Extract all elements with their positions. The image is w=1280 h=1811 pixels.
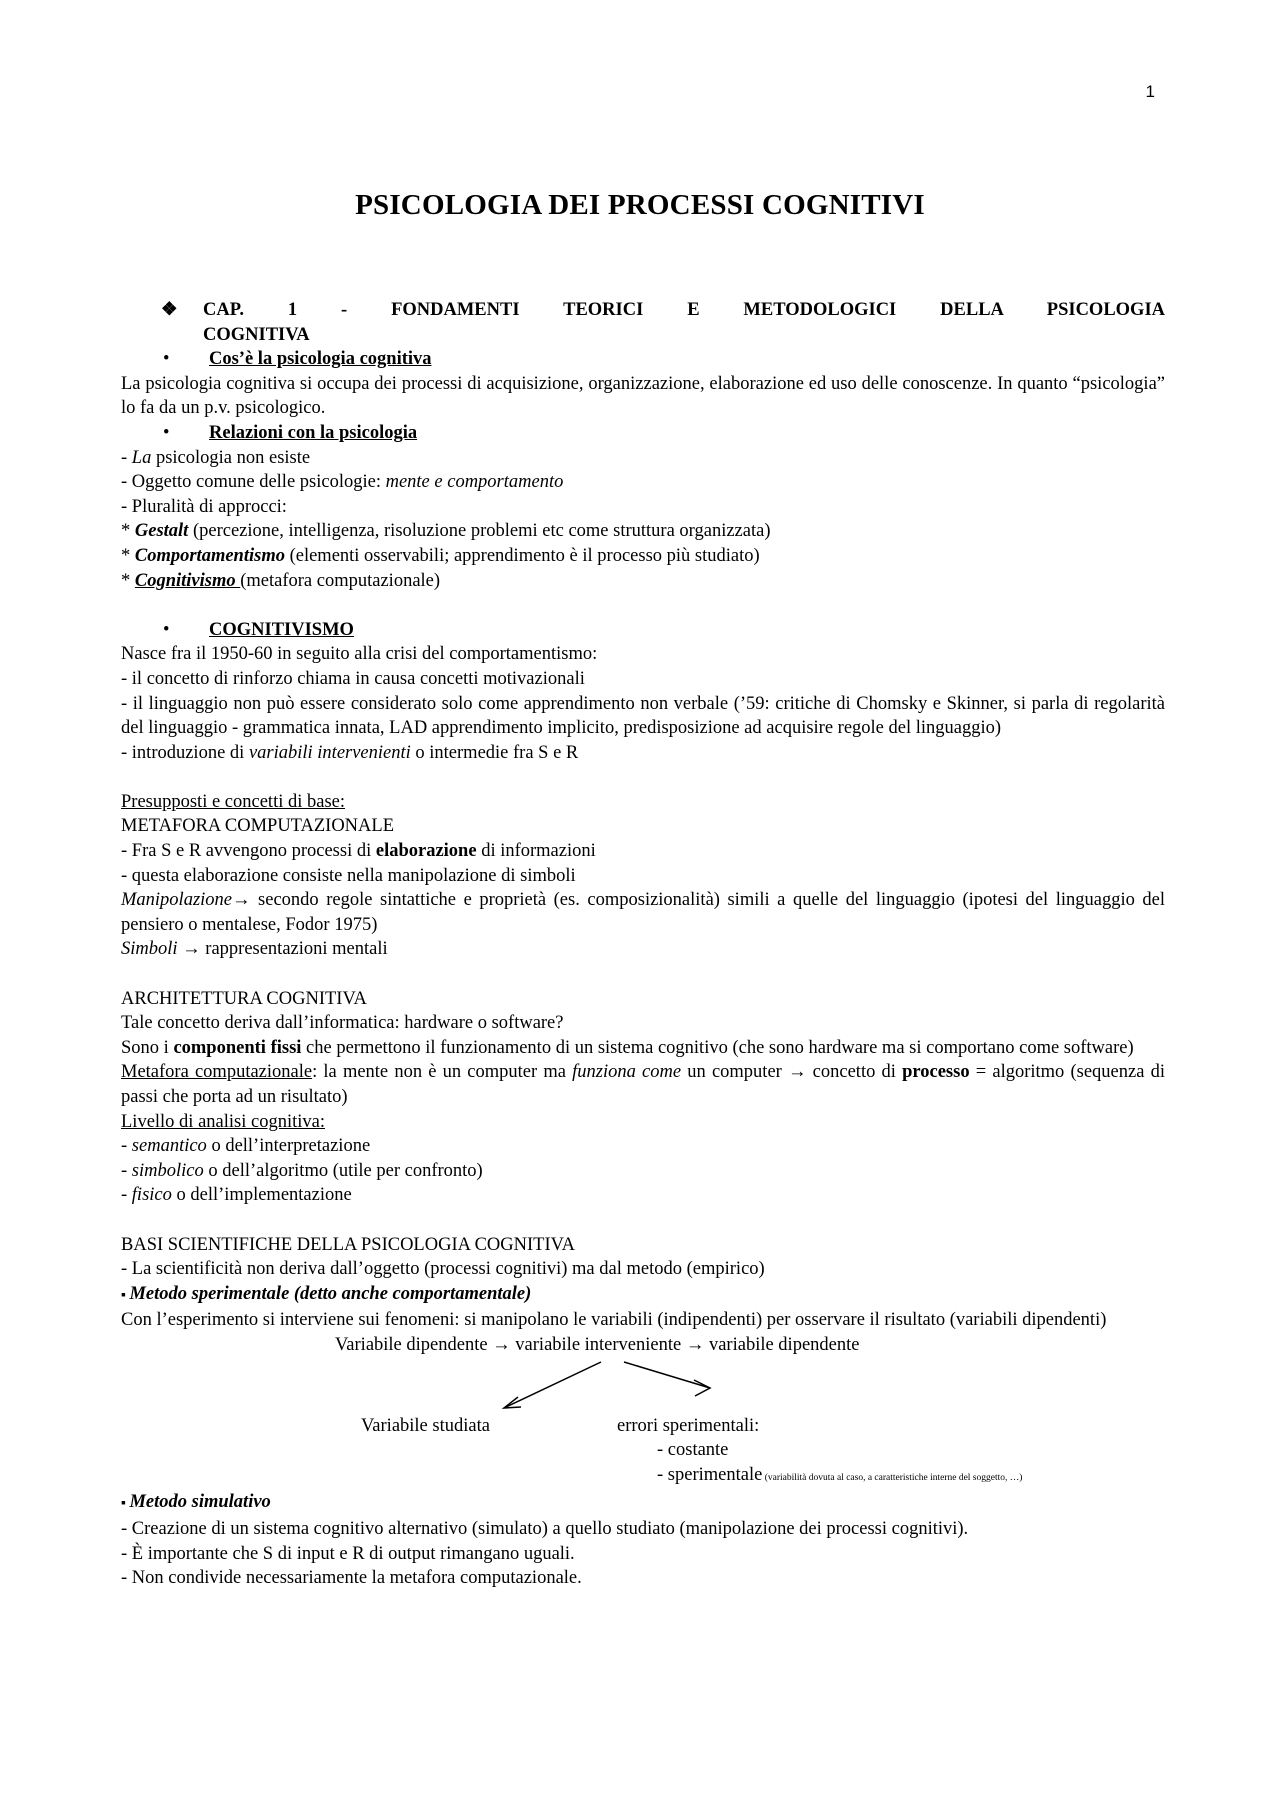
list-item: * Comportamentismo (elementi osservabili; apprendimento è il processo più studiato) (121, 545, 760, 566)
paragraph: Nasce fra il 1950-60 in seguito alla crisi del comportamentismo: (121, 644, 598, 665)
chapter-title-line2: COGNITIVA (203, 324, 310, 345)
list-item: - sperimentale (variabilità dovuta al caso, a caratteristiche interne del soggetto, …) (657, 1464, 1023, 1485)
list-item: - La psicologia non esiste (121, 447, 311, 468)
bullet-icon: • (163, 422, 170, 443)
list-item: - il linguaggio non può essere considerato solo come apprendimento non verbale (’59: critiche di Chomsky e Skinner, si parla di regolarità del linguaggio - grammatica innata, LAD apprendimento implicito, predisposizione ad acquisire regole del linguaggio) (121, 693, 1165, 739)
diagram-arrows (121, 1358, 1165, 1414)
chapter-heading (121, 298, 1165, 323)
diagram-right-label: errori sperimentali: (617, 1415, 760, 1436)
subheading: Presupposti e concetti di base: (121, 791, 346, 812)
list-item: - Pluralità di approcci: (121, 496, 287, 517)
diamond-bullet-icon: ❖ (161, 300, 178, 320)
page-number: 1 (1145, 82, 1155, 101)
list-item: - Oggetto comune delle psicologie: mente e comportamento (121, 472, 564, 493)
diagram-left-label: Variabile studiata (361, 1415, 490, 1436)
section-heading: • COGNITIVISMO (121, 618, 1165, 643)
paragraph: Simboli → rappresentazioni mentali (121, 939, 388, 960)
list-item: - Creazione di un sistema cognitivo alternativo (simulato) a quello studiato (manipolazione dei processi cognitivi). (121, 1518, 969, 1539)
list-item: * Cognitivismo (metafora computazionale) (121, 570, 441, 591)
flow-line: Variabile dipendente → variabile interveniente → variabile dipendente (335, 1334, 860, 1355)
paragraph: Con l’esperimento si interviene sui fenomeni: si manipolano le variabili (indipendenti) per osservare il risultato (variabili dipendenti) (121, 1310, 1107, 1331)
list-item: - questa elaborazione consiste nella manipolazione di simboli (121, 865, 576, 886)
subheading: Livello di analisi cognitiva: (121, 1111, 325, 1132)
paragraph: Manipolazione→ secondo regole sintattiche e proprietà (es. composizionalità) simili a quelle del linguaggio (ipotesi del linguaggio del pensiero o mentalese, Fodor 1975) (121, 890, 1165, 935)
subheading: BASI SCIENTIFICHE DELLA PSICOLOGIA COGNITIVA (121, 1234, 575, 1255)
diagram-labels (121, 1414, 1165, 1439)
method-heading: ▪ Metodo simulativo (121, 1492, 271, 1513)
list-item: - costante (657, 1440, 729, 1461)
bullet-icon: • (163, 349, 170, 370)
chapter-title-line1: CAP. 1 - FONDAMENTI TEORICI E METODOLOGICI DELLA PSICOLOGIA (203, 300, 1165, 320)
document-body (121, 298, 1165, 1591)
list-item: - semantico o dell’interpretazione (121, 1136, 371, 1157)
bullet-icon: • (163, 619, 170, 640)
paragraph: Metafora computazionale: la mente non è un computer ma funziona come un computer → concetto di processo = algoritmo (sequenza di passi che porta ad un risultato) (121, 1062, 1165, 1107)
page-title: PSICOLOGIA DEI PROCESSI COGNITIVI (355, 189, 925, 221)
section-heading: • Cos’è la psicologia cognitiva (121, 347, 1165, 372)
list-item: - Non condivide necessariamente la metafora computazionale. (121, 1568, 582, 1589)
list-item: * Gestalt (percezione, intelligenza, risoluzione problemi etc come struttura organizzata) (121, 521, 771, 542)
list-item: - Fra S e R avvengono processi di elaborazione di informazioni (121, 841, 596, 862)
paragraph: Tale concetto deriva dall’informatica: hardware o software? (121, 1013, 564, 1034)
list-item: - il concetto di rinforzo chiama in causa concetti motivazionali (121, 668, 585, 689)
square-bullet-icon: ▪ (121, 1287, 130, 1303)
branch-arrows-icon (496, 1360, 716, 1414)
method-heading: ▪ Metodo sperimentale (detto anche comportamentale) (121, 1283, 532, 1304)
list-item: - introduzione di variabili intervenienti o intermedie fra S e R (121, 742, 579, 763)
paragraph: Sono i componenti fissi che permettono il funzionamento di un sistema cognitivo (che sono hardware ma si comportano come software) (121, 1037, 1134, 1058)
section-heading: • Relazioni con la psicologia (121, 421, 1165, 446)
list-item: - La scientificità non deriva dall’oggetto (processi cognitivi) ma dal metodo (empirico) (121, 1259, 765, 1280)
list-item: - fisico o dell’implementazione (121, 1185, 352, 1206)
list-item: - simbolico o dell’algoritmo (utile per confronto) (121, 1160, 483, 1181)
square-bullet-icon: ▪ (121, 1496, 130, 1512)
subheading: ARCHITETTURA COGNITIVA (121, 988, 367, 1009)
paragraph: La psicologia cognitiva si occupa dei processi di acquisizione, organizzazione, elaborazione ed uso delle conoscenze. In quanto “psicologia” lo fa da un p.v. psicologico. (121, 373, 1165, 419)
list-item: - È importante che S di input e R di output rimangano uguali. (121, 1543, 575, 1564)
subheading: METAFORA COMPUTAZIONALE (121, 816, 395, 837)
